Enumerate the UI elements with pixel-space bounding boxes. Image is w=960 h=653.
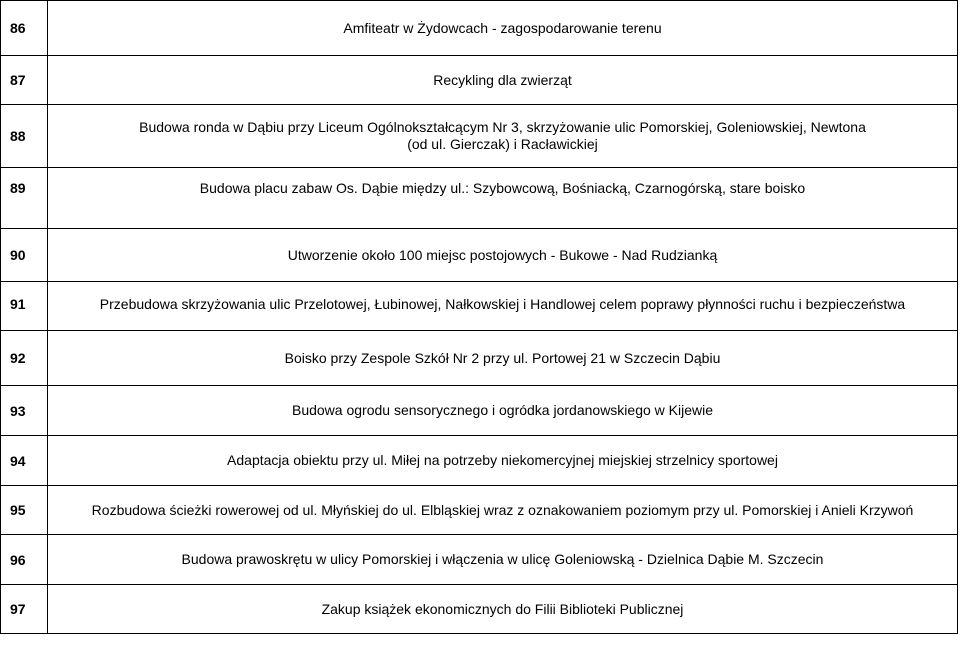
table-row — [1, 105, 958, 168]
table-row — [1, 1, 958, 56]
row-description: Budowa ogrodu sensorycznego i ogródka jordanowskiego w Kijewie — [48, 386, 958, 436]
row-description: Boisko przy Zespole Szkół Nr 2 przy ul. Portowej 21 w Szczecin Dąbiu — [48, 331, 958, 386]
row-description: Przebudowa skrzyżowania ulic Przelotowej, Łubinowej, Nałkowskiej i Handlowej celem poprawy płynności ruchu i bezpieczeństwa — [48, 282, 958, 331]
row-number: 88 — [1, 105, 48, 168]
row-description: Zakup książek ekonomicznych do Filii Biblioteki Publicznej — [48, 585, 958, 634]
table-row — [1, 168, 958, 229]
row-number: 89 — [1, 168, 48, 229]
table-row — [1, 585, 958, 634]
row-number: 91 — [1, 282, 48, 331]
table-row — [1, 486, 958, 535]
table-row — [1, 282, 958, 331]
row-description: Budowa ronda w Dąbiu przy Liceum Ogólnokształcącym Nr 3, skrzyżowanie ulic Pomorskiej, Goleniowskiej, Newtona (od ul. Gierczak) i Racławickiej — [48, 105, 958, 168]
table-row — [1, 436, 958, 486]
row-number: 87 — [1, 56, 48, 105]
row-number: 86 — [1, 1, 48, 56]
row-description: Adaptacja obiektu przy ul. Miłej na potrzeby niekomercyjnej miejskiej strzelnicy sportowej — [48, 436, 958, 486]
row-description: Budowa prawoskrętu w ulicy Pomorskiej i włączenia w ulicę Goleniowską - Dzielnica Dąbie M. Szczecin — [48, 535, 958, 585]
table-row — [1, 535, 958, 585]
row-description: Budowa placu zabaw Os. Dąbie między ul.: Szybowcową, Bośniacką, Czarnogórską, stare boisko — [48, 168, 958, 229]
row-description: Amfiteatr w Żydowcach - zagospodarowanie terenu — [48, 1, 958, 56]
row-description: Rozbudowa ścieżki rowerowej od ul. Młyńskiej do ul. Elbląskiej wraz z oznakowaniem poziomym przy ul. Pomorskiej i Anieli Krzywoń — [48, 486, 958, 535]
row-number: 95 — [1, 486, 48, 535]
row-number: 93 — [1, 386, 48, 436]
table-row — [1, 56, 958, 105]
row-number: 90 — [1, 229, 48, 282]
row-number: 92 — [1, 331, 48, 386]
table-row — [1, 386, 958, 436]
row-description: Utworzenie około 100 miejsc postojowych - Bukowe - Nad Rudzianką — [48, 229, 958, 282]
row-number: 94 — [1, 436, 48, 486]
table-row — [1, 229, 958, 282]
row-description: Recykling dla zwierząt — [48, 56, 958, 105]
row-number: 96 — [1, 535, 48, 585]
table-row — [1, 331, 958, 386]
row-number: 97 — [1, 585, 48, 634]
